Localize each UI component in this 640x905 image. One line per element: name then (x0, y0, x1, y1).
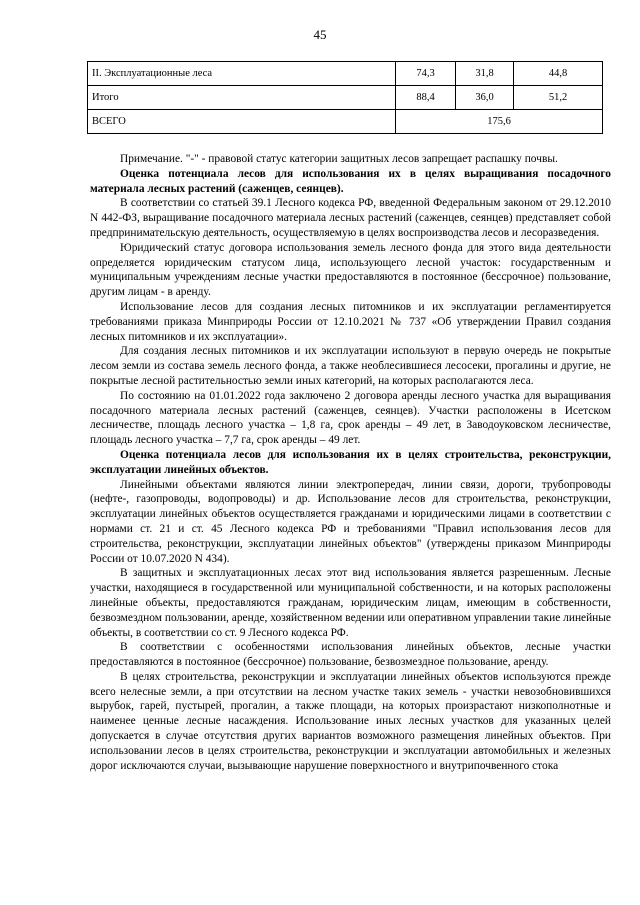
table-row (88, 86, 603, 110)
body-paragraph: В соответствии со статьей 39.1 Лесного кодекса РФ, введенной Федеральным законом от 29.12.2010 N 442-ФЗ, выращивание посадочного материала лесных растений (саженцев, сеянцев) представляет собой предпринимательскую деятельность, осуществляемую в целях воспроизводства лесов и лесоразведения. (90, 197, 611, 239)
table-cell-value: 88,4 (396, 86, 456, 110)
body-paragraph: В целях строительства, реконструкции и эксплуатации линейных объектов используются прежде всего нелесные земли, а при отсутствии на лесном участке таких земель - участки невозобновившихся вырубок, гарей, пустырей, прогалин, а также площади, на которых произрастают низкополнотные и наименее ценные лесные насаждения. Использование иных лесных участков для указанных целей допускается в случае отсутствия других вариантов возможного размещения линейных объектов. При использовании лесов в целях строительства, реконструкции и эксплуатации автомобильных и железных дорог исключаются случаи, вызывающие нарушение поверхностного и внутрипочвенного стока (90, 670, 611, 772)
table-cell-value: 36,0 (456, 86, 514, 110)
section-heading: Оценка потенциала лесов для использования их в целях выращивания посадочного материала лесных растений (саженцев, сеянцев). (90, 167, 611, 195)
body-paragraph: Использование лесов для создания лесных питомников и их эксплуатации регламентируется требованиями приказа Минприроды России от 12.10.2021 № 737 «Об утверждении Правил создания лесных питомников и их эксплуатации». (90, 300, 611, 343)
body-paragraph: По состоянию на 01.01.2022 года заключено 2 договора аренды лесного участка для выращивания посадочного материала лесных растений (саженцев, сеянцев). Участки расположены в Исетском лесничестве, площадь лесного участка – 1,8 га, срок аренды – 49 лет, в Заводоуковском лесничестве, площадь лесного участка – 7,7 га, срок аренды – 49 лет. (90, 389, 611, 447)
table-cell-value: 31,8 (456, 62, 514, 86)
table-cell-value: 51,2 (514, 86, 603, 110)
table-row (88, 62, 603, 86)
table-cell-total-value: 175,6 (396, 110, 603, 134)
table-cell-name: Итого (88, 86, 396, 110)
body-paragraph: Для создания лесных питомников и их эксплуатации используют в первую очередь не покрытые лесом земли из состава земель лесного фонда, а также необлесившиеся лесосеки, прогалины и другие, не покрытые лесной растительностью земли иных категорий, на которых располагаются леса. (90, 345, 611, 387)
table-cell-value: 74,3 (396, 62, 456, 86)
body-paragraph: Юридический статус договора использования земель лесного фонда для этого вида деятельности определяется юридическим статусом лица, использующего лесной участок: государственным и муниципальным учреждениям лесные участки предоставляются в постоянное (бессрочное) пользование, другим лицам - в аренду. (90, 241, 611, 299)
note-paragraph: Примечание. "-" - правовой статус категории защитных лесов запрещает распашку почвы. (120, 153, 558, 165)
body-paragraph: В защитных и эксплуатационных лесах этот вид использования является разрешенным. Лесные участки, находящиеся в государственной или муниципальной собственности, и на которых расположены линейные объекты, предоставляются гражданам, юридическим лицам, имеющим в собственности, безвозмездном пользовании, аренде, хозяйственном ведении или оперативном управлении такие линейные объекты, в соответствии со ст. 9 Лесного кодекса РФ. (90, 567, 611, 639)
forest-area-table (87, 61, 603, 134)
page-number: 45 (313, 27, 327, 42)
table-cell-value: 44,8 (514, 62, 603, 86)
body-paragraph: Линейными объектами являются линии электропередач, линии связи, дороги, трубопроводы (нефте-, газопроводы, водопроводы) и др. Использование лесов для строительства, реконструкции, эксплуатации линейных объектов осуществляется гражданами и юридическими лицами в соответствии с нормами ст. 21 и ст. 45 Лесного кодекса РФ и требованиями "Правил использования лесов для строительства, реконструкции, эксплуатации линейных объектов" (утверждены приказом Минприроды России от 10.07.2020 N 434). (90, 478, 611, 565)
document-body (90, 152, 611, 773)
section-heading: Оценка потенциала лесов для использования их в целях строительства, реконструкции, эксплуатации линейных объектов. (90, 448, 611, 476)
table-row-total (88, 110, 603, 134)
table-cell-name: II. Эксплуатационные леса (88, 62, 396, 86)
table-cell-total-label: ВСЕГО (88, 110, 396, 134)
body-paragraph: В соответствии с особенностями использования линейных объектов, лесные участки предоставляются в постоянное (бессрочное) пользование, безвозмездное пользование, аренду. (90, 641, 611, 669)
